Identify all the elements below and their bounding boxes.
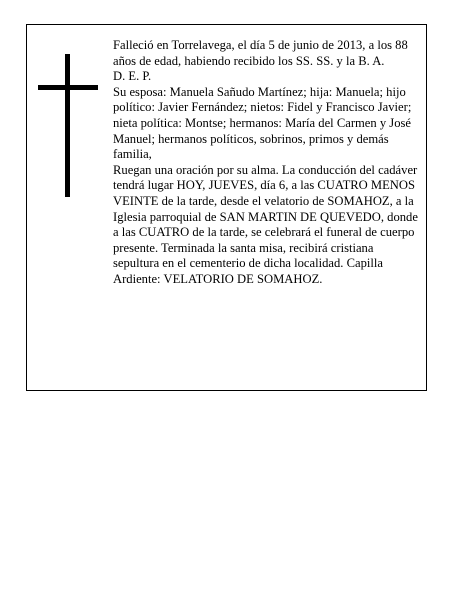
obituary-text bbox=[113, 38, 418, 288]
cross-vertical-bar bbox=[65, 54, 70, 197]
cross-horizontal-bar bbox=[38, 85, 98, 90]
cross-icon bbox=[38, 54, 98, 197]
rip-line: D. E. P. bbox=[113, 69, 152, 84]
family-list: Su esposa: Manuela Sañudo Martínez; hija: Manuela; hijo político: Javier Fernández; nietos: Fidel y Francisco Javier; nieta política: Montse; hermanos: María del Carmen y José Manuel; hermanos políticos, sobrinos, primos y demás familia, bbox=[113, 84, 412, 162]
death-announcement: Falleció en Torrelavega, el día 5 de junio de 2013, a los 88 años de edad, habiendo recibido los SS. SS. y la B. A. bbox=[113, 38, 408, 68]
funeral-details: Ruegan una oración por su alma. La conducción del cadáver tendrá lugar HOY, JUEVES, día 6, a las CUATRO MENOS VEINTE de la tarde, desde el velatorio de SOMAHOZ, a la Iglesia parroquial de SAN MARTIN DE QUEVEDO, donde a las CUATRO de la tarde, se celebrará el funeral de cuerpo presente. Terminada la santa misa, recibirá cristiana sepultura en el cementerio de dicha localidad. Capilla Ardiente: VELATORIO DE SOMAHOZ. bbox=[113, 162, 418, 286]
